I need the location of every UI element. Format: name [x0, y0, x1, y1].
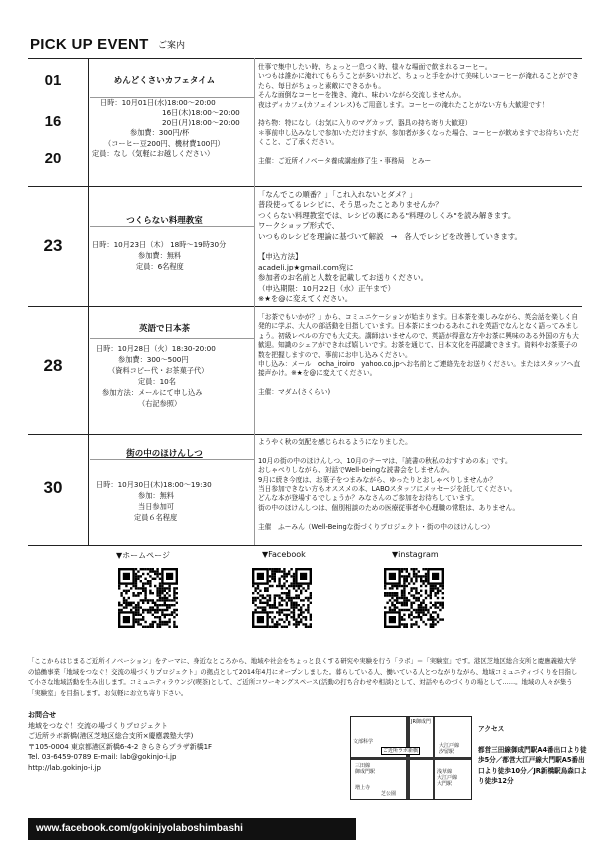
page-subtitle: ご案内 [158, 41, 186, 51]
table-bottom-border [28, 545, 582, 546]
map-label: 御成門駅 [355, 769, 376, 775]
event-info-line: 当日参加可 [138, 502, 174, 511]
event-info-line: 20日(月)18:00～20:00 [162, 118, 240, 127]
event-info-line: 日時：10月23日（木） 18時～19時30分 [92, 240, 227, 249]
contact-block [28, 710, 328, 773]
contact-line: 地域をつなぐ！交流の場づくりプロジェクト [28, 721, 168, 730]
access-heading: アクセス [478, 724, 505, 733]
map-road [351, 757, 471, 760]
map-label: 大江戸線 [439, 743, 460, 749]
homepage-qr-code[interactable] [118, 568, 178, 628]
event-info-line: 日時：10月01日(水)18:00～20:00 [100, 98, 216, 107]
event-day: 30 [43, 478, 63, 497]
map-label: 大門駅 [437, 781, 453, 787]
event-description: 「なんでこの順番？」「これ入れないとダメ？」 普段使ってるレシピに、そう思ったことありませんか？ つくらない料理教室では、レシピの裏にある"料理のしくみ"を読み解きます。 ワークショップ形式で、 いつものレシピを理論に基づいて解説 → 各人でレシピを改善していきます。 【申込方法】 acadeli.jp★gmail.com宛に 参加者のお名前と人数を記載してお送りください。 （申込期限：10月22日（水）正午まで） ※★を@に変えてください。 [258, 190, 522, 304]
event-info-line: 参加方法：メールにて申し込み [102, 388, 203, 397]
contact-line: Tel. 03-6459-0789 E-mail: lab@gokinjo-i.jp [28, 753, 177, 761]
event-name: 街の中のほけんしつ [126, 449, 203, 459]
map-label: 文部科学 [353, 739, 374, 745]
event-name: めんどくさいカフェタイム [113, 76, 216, 86]
event-description: 「お茶でもいかが？」から、コミュニケーションが始まります。日本茶を楽しみながら、英会話を楽しく自発的に学ぶ、大人の部活動を目指しています。日本茶にまつわるあれこれを英語でなんとなく語ってみましょう。初級レベルの方でも大丈夫。講師はいませんので、英語が得意な方やお茶に興味のある外国の方も大歓迎。知識のシェアができれば嬉しいです。お茶を通じて、日本文化を再認識できます。資料やお茶菓子の数を把握しますので、事前にお申し込みください。 申し込み：メール ocha_iroiro yahoo.co.jpへお名前とご連絡先をお送りください。またはスタッフへ直接声かけ。※★を@に変えてください。 主催：マダム(さくらい) [258, 313, 581, 397]
event-info-line: 定員：6名程度 [136, 262, 184, 271]
event-info-line: 日時：10月28日（火）18:30-20:00 [96, 344, 216, 353]
name-underline [90, 226, 254, 227]
event-info-line: 16日(木)18:00～20:00 [162, 108, 240, 117]
event-info-line: 参加：無料 [138, 491, 174, 500]
event-info-line: 参加費：無料 [138, 251, 182, 260]
instagram-qr-code[interactable] [384, 568, 444, 628]
map-label: JR御成門 [411, 719, 431, 725]
map-label: 三田線 [355, 763, 371, 769]
row-divider [28, 434, 582, 435]
page-title: PICK UP EVENT [30, 36, 149, 53]
facebook-qr-code[interactable] [252, 568, 312, 628]
qr-label-homepage: ▼ホームページ [116, 551, 170, 560]
name-underline [90, 459, 254, 460]
map-label: 芝公園 [381, 791, 397, 797]
map-label: 汐留駅 [439, 749, 455, 755]
contact-line: ご近所ラボ新橋(港区芝地区総合支所×慶應義塾大学) [28, 732, 194, 740]
qr-label-instagram: ▼instagram [392, 550, 439, 559]
table-top-border [28, 58, 582, 59]
intro-paragraph: 「ここからはじまるご近所イノベーション」をテーマに、身近なところから、地域や社会をちょっと良くする研究や実験を行う「ラボ」＝「実験室」です。港区芝地区総合支所と慶應義塾大学の協働事業「地域をつなぐ！交流の場づくりプロジェクト」の拠点として2014年4月にオープンしました。暮らしている人、働いている人とつながりながら、地域コミュニティづくりを目指して小さな地域活動を生み出します。コミュニティラウンジ(喫茶)として、ご近所コワーキングスペース(活動の打ち合わせや相談)として、対話やものづくりの場として……。地域の人々が集う「実験室」を目指します。お気軽にお立ち寄り下さい。 [28, 657, 578, 697]
event-info-line: （コーヒー豆200円、機材費100円） [104, 139, 225, 148]
event-description: ようやく秋の気配を感じられるようになりました。 10月の街の中のほけんしつ、10月のテーマは、「読書の秋私のおすすめの本」です。 おしゃべりしながら、対話でWell-beingな読書会をしませんか。 9月に続き今度は、お菓子をつまみながら、ゆったりとおしゃべりしませんか？ 当日参加できない方もオススメの本、LABOスタッフにメッセージを託してください。 どんな本が登場するでしょうか？みなさんのご参加をお待ちしています。 街の中のほけんしつは、個別相談のための医療従事者や心理職の常駐は、ありません。 主催 ふーみん（Well-Beingな街づくりプロジェクト・街の中のほけんしつ） [258, 438, 520, 531]
event-info-line: 参加費：300～500円 [118, 355, 189, 364]
event-info-line: 定員：10名 [138, 377, 176, 386]
access-block [478, 713, 588, 797]
day-column-divider [88, 58, 89, 545]
event-info-line: 参加費：300円/杯 [130, 128, 190, 137]
map-label-lab: ご近所ラボ新橋 [383, 748, 419, 754]
event-day: 20 [44, 150, 62, 167]
contact-heading: お問合せ [28, 711, 56, 719]
desc-column-divider [254, 58, 255, 545]
event-description: 仕事で集中したい時、ちょっと一息つく時、様々な場面で飲まれるコーヒー。 いつもは誰かに淹れてもらうことが多いけれど、ちょっと手をかけて美味しいコーヒーが淹れることができたら、毎日がちょっと素敵にできるかも。 そんな面倒なコーヒーを挽き、淹れ、味わいながら交流しませんか。 夜はディカフェ(カフェインレス)もご用意します。コーヒーの淹れたことがない方も大歓迎です！ 持ち物：特になし（お気に入りのマグカップ、器具の持ち寄り大歓迎） ＊事前申し込みなしで参加いただけますが、参加者が多くなった場合、コーヒーが飲めますでお待ちいただくこと、ご了承ください。 主催：ご近所イノベータ養成講座修了生・事務局 とみー [258, 63, 579, 166]
event-day: 28 [43, 356, 63, 375]
map-road [433, 717, 435, 799]
event-info-line: 定員６名程度 [134, 513, 178, 522]
event-day: 01 [44, 72, 62, 89]
contact-url[interactable]: http://lab.gokinjo-i.jp [28, 763, 101, 772]
event-name: 英語で日本茶 [138, 324, 190, 334]
event-info-line: （資料コピー代・お茶菓子代） [108, 366, 209, 375]
map-label: 増上寺 [355, 785, 371, 791]
event-info-line: （右記参照） [138, 399, 182, 408]
row-divider [28, 186, 582, 187]
row-divider [28, 306, 582, 307]
facebook-url-bar[interactable]: www.facebook.com/gokinjyolaboshimbashi [28, 818, 356, 840]
event-day: 16 [44, 113, 62, 130]
event-name: つくらない料理教室 [126, 216, 203, 226]
qr-label-facebook: ▼Facebook [262, 550, 306, 559]
access-map [350, 716, 472, 800]
name-underline [90, 338, 254, 339]
contact-line: 〒105-0004 東京都港区新橋6-4-2 きらきらプラザ新橋1F [28, 742, 213, 751]
access-text: 都営三田線御成門駅A4番出口より徒歩5分／都営大江戸線大門駅A5番出口より徒歩10分／JR新橋駅烏森口より徒歩12分 [478, 745, 588, 785]
map-label: 浅草線 [437, 769, 453, 775]
map-label: 大江戸線 [437, 775, 458, 781]
event-info-line: 定員：なし（気軽にお越しください） [92, 149, 215, 158]
event-info-line: 日時：10月30日(木)18:00～19:30 [96, 480, 212, 489]
event-day: 23 [43, 236, 63, 255]
